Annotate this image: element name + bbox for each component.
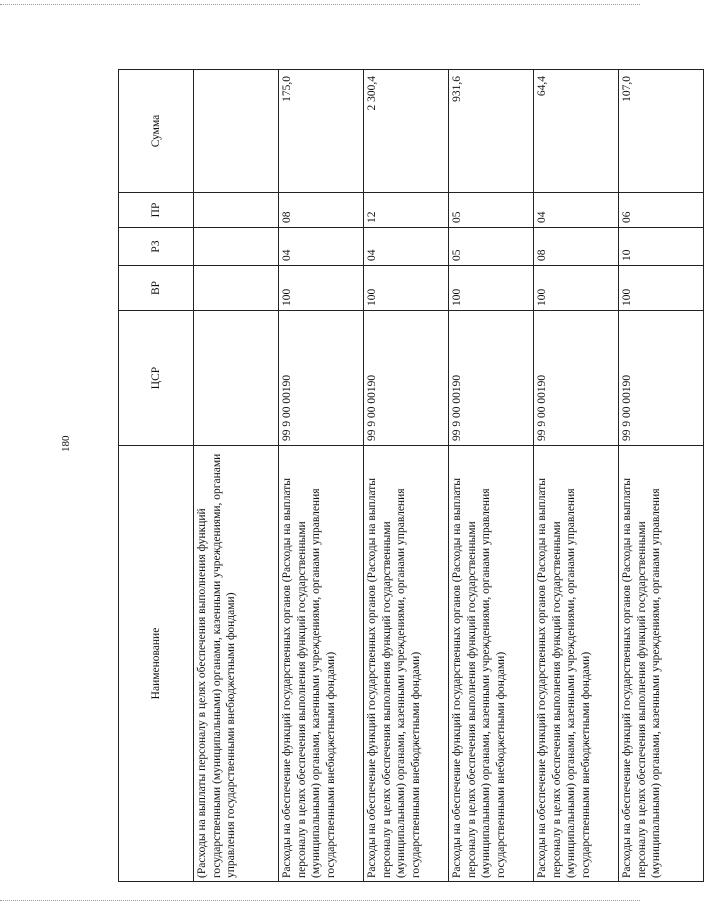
page-bottom-edge xyxy=(0,900,640,905)
cell-vr xyxy=(194,266,279,311)
cell-csr: 99 9 00 00190 xyxy=(534,311,619,446)
cell-pr: 04 xyxy=(534,193,619,228)
cell-name: Расходы на обеспечение функций государственных органов (Расходы на выплаты персоналу в целях обеспечения выполнения функций государственными (муниципальными) органами, казенными учреждениями, органами управления государственными внебюджетными фондами) xyxy=(279,446,364,882)
cell-rz: 10 xyxy=(619,228,704,266)
header-vr: ВР xyxy=(119,266,194,311)
cell-pr: 08 xyxy=(279,193,364,228)
cell-sum xyxy=(194,70,279,193)
cell-vr: 100 xyxy=(279,266,364,311)
cell-sum: 107,0 xyxy=(619,70,704,193)
header-pr: ПР xyxy=(119,193,194,228)
cell-pr: 05 xyxy=(449,193,534,228)
cell-csr xyxy=(194,311,279,446)
cell-vr: 100 xyxy=(534,266,619,311)
cell-name: Расходы на обеспечение функций государственных органов (Расходы на выплаты персоналу в целях обеспечения выполнения функций государственными (муниципальными) органами, казенными учреждениями, органами управления государственными внебюджетными фондами) xyxy=(449,446,534,882)
cell-rz xyxy=(194,228,279,266)
cell-rz: 08 xyxy=(534,228,619,266)
budget-table xyxy=(118,69,704,882)
header-csr: ЦСР xyxy=(119,311,194,446)
cell-sum: 64,4 xyxy=(534,70,619,193)
page-number: 180 xyxy=(60,435,72,452)
cell-name: (Расходы на выплаты персоналу в целях обеспечения выполнения функций государственными (муниципальными) органами, казенными учреждениями, органами управления государственными внебюджетными фондами) xyxy=(194,446,279,882)
cell-name: Расходы на обеспечение функций государственных органов (Расходы на выплаты персоналу в целях обеспечения выполнения функций государственными (муниципальными) органами, казенными учреждениями, органами управления xyxy=(619,446,704,882)
cell-pr: 12 xyxy=(364,193,449,228)
cell-rz: 04 xyxy=(279,228,364,266)
table-row xyxy=(364,70,449,882)
table-row xyxy=(534,70,619,882)
cell-sum: 931,6 xyxy=(449,70,534,193)
cell-vr: 100 xyxy=(619,266,704,311)
cell-rz: 04 xyxy=(364,228,449,266)
cell-pr: 06 xyxy=(619,193,704,228)
cell-csr: 99 9 00 00190 xyxy=(364,311,449,446)
cell-sum: 2 300,4 xyxy=(364,70,449,193)
table-header-row xyxy=(119,70,194,882)
cell-rz: 05 xyxy=(449,228,534,266)
cell-vr: 100 xyxy=(449,266,534,311)
page-top-edge xyxy=(0,0,640,5)
table-row xyxy=(449,70,534,882)
cell-csr: 99 9 00 00190 xyxy=(449,311,534,446)
cell-sum: 175,0 xyxy=(279,70,364,193)
table-row xyxy=(194,70,279,882)
table-row xyxy=(279,70,364,882)
cell-vr: 100 xyxy=(364,266,449,311)
cell-csr: 99 9 00 00190 xyxy=(279,311,364,446)
cell-name: Расходы на обеспечение функций государственных органов (Расходы на выплаты персоналу в целях обеспечения выполнения функций государственными (муниципальными) органами, казенными учреждениями, органами управления государственными внебюджетными фондами) xyxy=(534,446,619,882)
cell-pr xyxy=(194,193,279,228)
cell-name: Расходы на обеспечение функций государственных органов (Расходы на выплаты персоналу в целях обеспечения выполнения функций государственными (муниципальными) органами, казенными учреждениями, органами управления государственными внебюджетными фондами) xyxy=(364,446,449,882)
header-sum: Сумма xyxy=(119,70,194,193)
cell-csr: 99 9 00 00190 xyxy=(619,311,704,446)
rotated-table-container xyxy=(118,70,662,882)
header-name: Наименование xyxy=(119,446,194,882)
header-rz: РЗ xyxy=(119,228,194,266)
table-row xyxy=(619,70,704,882)
